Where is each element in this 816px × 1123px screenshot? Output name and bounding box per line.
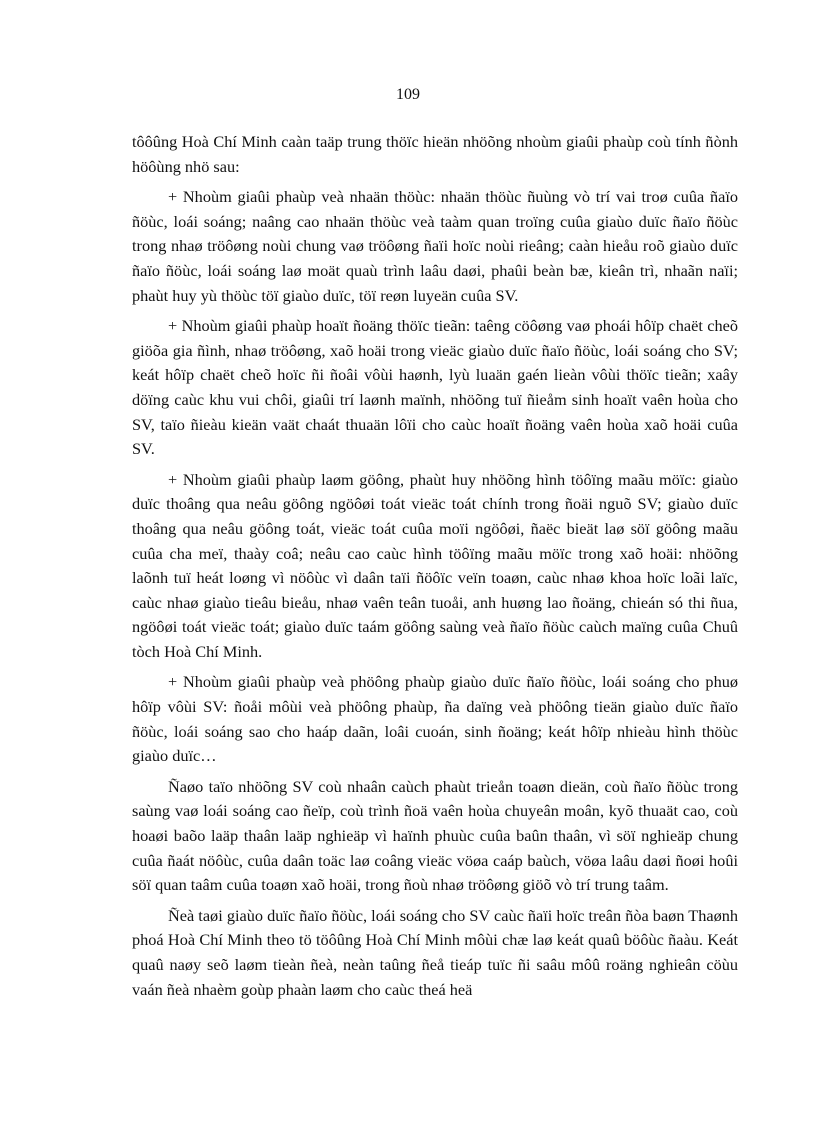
paragraph-conclusion: Ñeà taøi giaùo duïc ñaïo ñöùc, loái soáng cho SV caùc ñaïi hoïc treân ñòa baøn Thaønh phoá Hoà Chí Minh theo tö töôûng Hoà Chí Minh môùi chæ laø keát quaû böôùc ñaàu. Keát quaû naøy seõ laøm tieàn ñeà, neàn taûng ñeå tieáp tuïc ñi saâu môû roäng nghieân cöùu vaán ñeà nhaèm goùp phaàn laøm cho caùc theá heä xyxy=(132,905,738,999)
body-text xyxy=(132,130,738,1008)
paragraph-method-solutions: + Nhoùm giaûi phaùp veà phöông phaùp giaùo duïc ñaïo ñöùc, loái soáng cho phuø hôïp vôùi SV: ñoåi môùi veà phöông phaùp, ña daïng veà phöông tieän giaùo duïc ñaïo ñöùc, loái soáng sao cho haáp daãn, loâi cuoán, sinh ñoäng; keát hôïp nhieàu hình thöùc giaùo duïc… xyxy=(132,672,738,766)
paragraph-role-model-solutions: + Nhoùm giaûi phaùp laøm göông, phaùt huy nhöõng hình töôïng maãu möïc: giaùo duïc thoâng qua neâu göông ngöôøi toát vieäc toát chính trong ñoäi nguõ SV; giaùo duïc thoâng qua neâu göông toát, vieäc toát cuûa moïi ngöôøi, ñaëc bieät laø söï göông maãu cuûa cha meï, thaày coâ; neâu cao caùc hình töôïng maãu möïc trong xaõ hoäi: nhöõng laõnh tuï heát loøng vì nöôùc vì daân taïi ñöôïc veïn toaøn, caùc nhaø khoa hoïc loãi laïc, caùc nhaø giaùo tieâu bieåu, nhaø vaên teân tuoåi, anh huøng lao ñoäng, chieán só thi ñua, ngöôøi toát vieäc toát; giaùo duïc taám göông saùng veà ñaïo ñöùc caùch maïng cuûa Chuû tòch Hoà Chí Minh. xyxy=(132,469,738,661)
paragraph-training-goals: Ñaøo taïo nhöõng SV coù nhaân caùch phaùt trieån toaøn dieän, coù ñaïo ñöùc trong saùng vaø loái soáng cao ñeïp, coù trình ñoä vaên hoùa chuyeân moân, kyõ thuaät cao, coù hoaøi baõo laäp thaân laäp nghieäp vì haïnh phuùc cuûa baûn thaân, vì söï nghieäp chung cuûa ñaát nöôùc, cuûa daân toäc laø coâng vieäc vöøa caáp baùch, vöøa laâu daøi ñoøi hoûi söï quan taâm cuûa toaøn xaõ hoäi, trong ñoù nhaø tröôøng giöõ vò trí trung taâm. xyxy=(132,776,738,895)
paragraph-practical-solutions: + Nhoùm giaûi phaùp hoaït ñoäng thöïc tieãn: taêng cöôøng vaø phoái hôïp chaët cheõ giöõa gia ñình, nhaø tröôøng, xaõ hoäi trong vieäc giaùo duïc ñaïo ñöùc, loái soáng cho SV; keát hôïp chaët cheõ hoïc ñi ñoâi vôùi haønh, lyù luaän gaén lieàn vôùi thöïc tieãn; xaây döïng caùc khu vui chôi, giaûi trí laønh maïnh, nhöõng tuï ñieåm sinh hoaït vaên hoùa cho SV, taïo ñieàu kieän vaät chaát thuaän lôïi cho caùc hoaït ñoäng vaên hoùa xaõ hoäi cuûa SV. xyxy=(132,316,738,459)
paragraph-awareness-solutions: + Nhoùm giaûi phaùp veà nhaän thöùc: nhaän thöùc ñuùng vò trí vai troø cuûa ñaïo ñöùc, loái soáng; naâng cao nhaän thöùc veà taàm quan troïng cuûa giaùo duïc ñaïo ñöùc trong nhaø tröôøng noùi chung vaø tröôøng ñaïi hoïc noùi rieâng; caàn hieåu roõ giaùo duïc ñaïo ñöùc, loái soáng laø moät quaù trình laâu daøi, phaûi beàn bæ, kieân trì, nhaãn naïi; phaùt huy yù thöùc töï giaùo duïc, töï reøn luyeän cuûa SV. xyxy=(132,187,738,305)
page-number: 109 xyxy=(396,86,420,103)
paragraph-intro: tôôûng Hoà Chí Minh caàn taäp trung thöïc hieän nhöõng nhoùm giaûi phaùp coù tính ñònh höôùng nhö sau: xyxy=(132,132,738,176)
